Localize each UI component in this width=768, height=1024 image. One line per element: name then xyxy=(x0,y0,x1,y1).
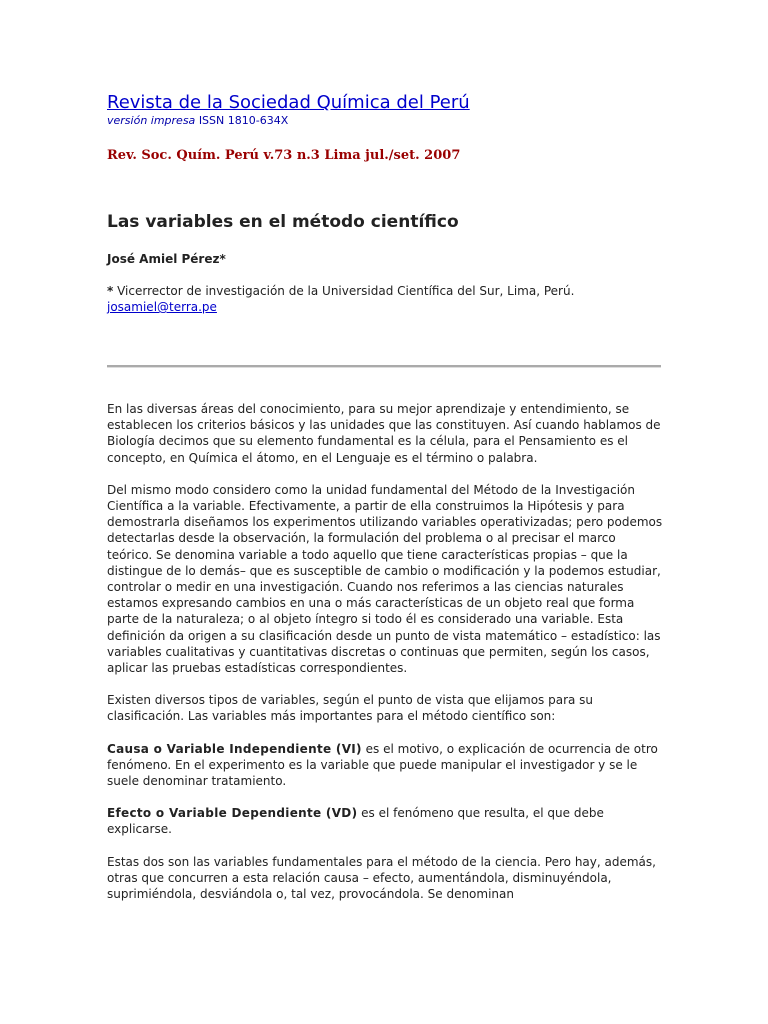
body-paragraph: Estas dos son las variables fundamentales para el método de la ciencia. Pero hay, además, otras que concurren a esta relación causa – efecto, aumentándola, disminuyéndola, suprimiéndola, desviándola o, tal vez, provocándola. Se denominan xyxy=(107,854,656,902)
term-independent-variable: Causa o Variable Independiente (VI) xyxy=(107,741,362,756)
article-body xyxy=(107,401,663,918)
body-paragraph: Existen diversos tipos de variables, según el punto de vista que elijamos para su clasificación. Las variables más importantes para el método científico son: xyxy=(107,693,594,724)
body-paragraph-dependent-variable xyxy=(107,805,663,837)
definition-text: es el fenómeno que resulta, el que debe explicarse. xyxy=(107,806,604,837)
affiliation-text: Vicerrector de investigación de la Universidad Científica del Sur, Lima, Perú. xyxy=(113,284,575,298)
issn-number: ISSN 1810-634X xyxy=(198,114,289,127)
article-author: José Amiel Pérez* xyxy=(107,252,226,266)
author-email-link[interactable]: josamiel@terra.pe xyxy=(107,300,217,314)
body-paragraph: En las diversas áreas del conocimiento, para su mejor aprendizaje y entendimiento, se establecen los criterios básicos y las unidades que las constituyen. Así cuando hablamos de Biología decimos que su elemento fundamental es la célula, para el Pensamiento es el concepto, en Química el átomo, en el Lenguaje es el término o palabra. xyxy=(107,402,661,465)
article-title: Las variables en el método científico xyxy=(107,212,459,232)
journal-citation: Rev. Soc. Quím. Perú v.73 n.3 Lima jul./set. 2007 xyxy=(107,148,461,163)
definition-text: es el motivo, o explicación de ocurrencia de otro fenómeno. En el experimento es la variable que puede manipular el investigador y se le suele denominar tratamiento. xyxy=(107,741,658,789)
affiliation-marker: * xyxy=(107,284,114,298)
body-paragraph: Del mismo modo considero como la unidad fundamental del Método de la Investigación Científica a la variable. Efectivamente, a partir de ella construimos la Hipótesis y para demostrarla diseñamos los experimentos utilizando variables operativizadas; pero podemos detectarlas desde la observación, la formulación del problema o al precisar el marco teórico. Se denomina variable a todo aquello que tiene características propias – que la distingue de lo demás– que es susceptible de cambio o modificación y la podemos estudiar, controlar o medir en una investigación. Cuando nos referimos a las ciencias naturales estamos expresando cambios en una o más características de un objeto real que forma parte de la naturaleza; o al objeto íntegro si todo él es considerado una variable. Esta definición da origen a su clasificación desde un punto de vista matemático – estadístico: las variables cualitativas y cuantitativas discretas o continuas que permiten, según los casos, aplicar las pruebas estadísticas correspondientes. xyxy=(107,482,663,676)
body-paragraph-independent-variable xyxy=(107,741,663,790)
section-divider xyxy=(107,365,661,368)
version-label: versión impresa xyxy=(107,114,196,127)
author-affiliation xyxy=(107,283,663,315)
journal-title-link[interactable]: Revista de la Sociedad Química del Perú xyxy=(107,92,470,113)
issn-line xyxy=(107,114,288,127)
term-dependent-variable: Efecto o Variable Dependiente (VD) xyxy=(107,806,358,821)
